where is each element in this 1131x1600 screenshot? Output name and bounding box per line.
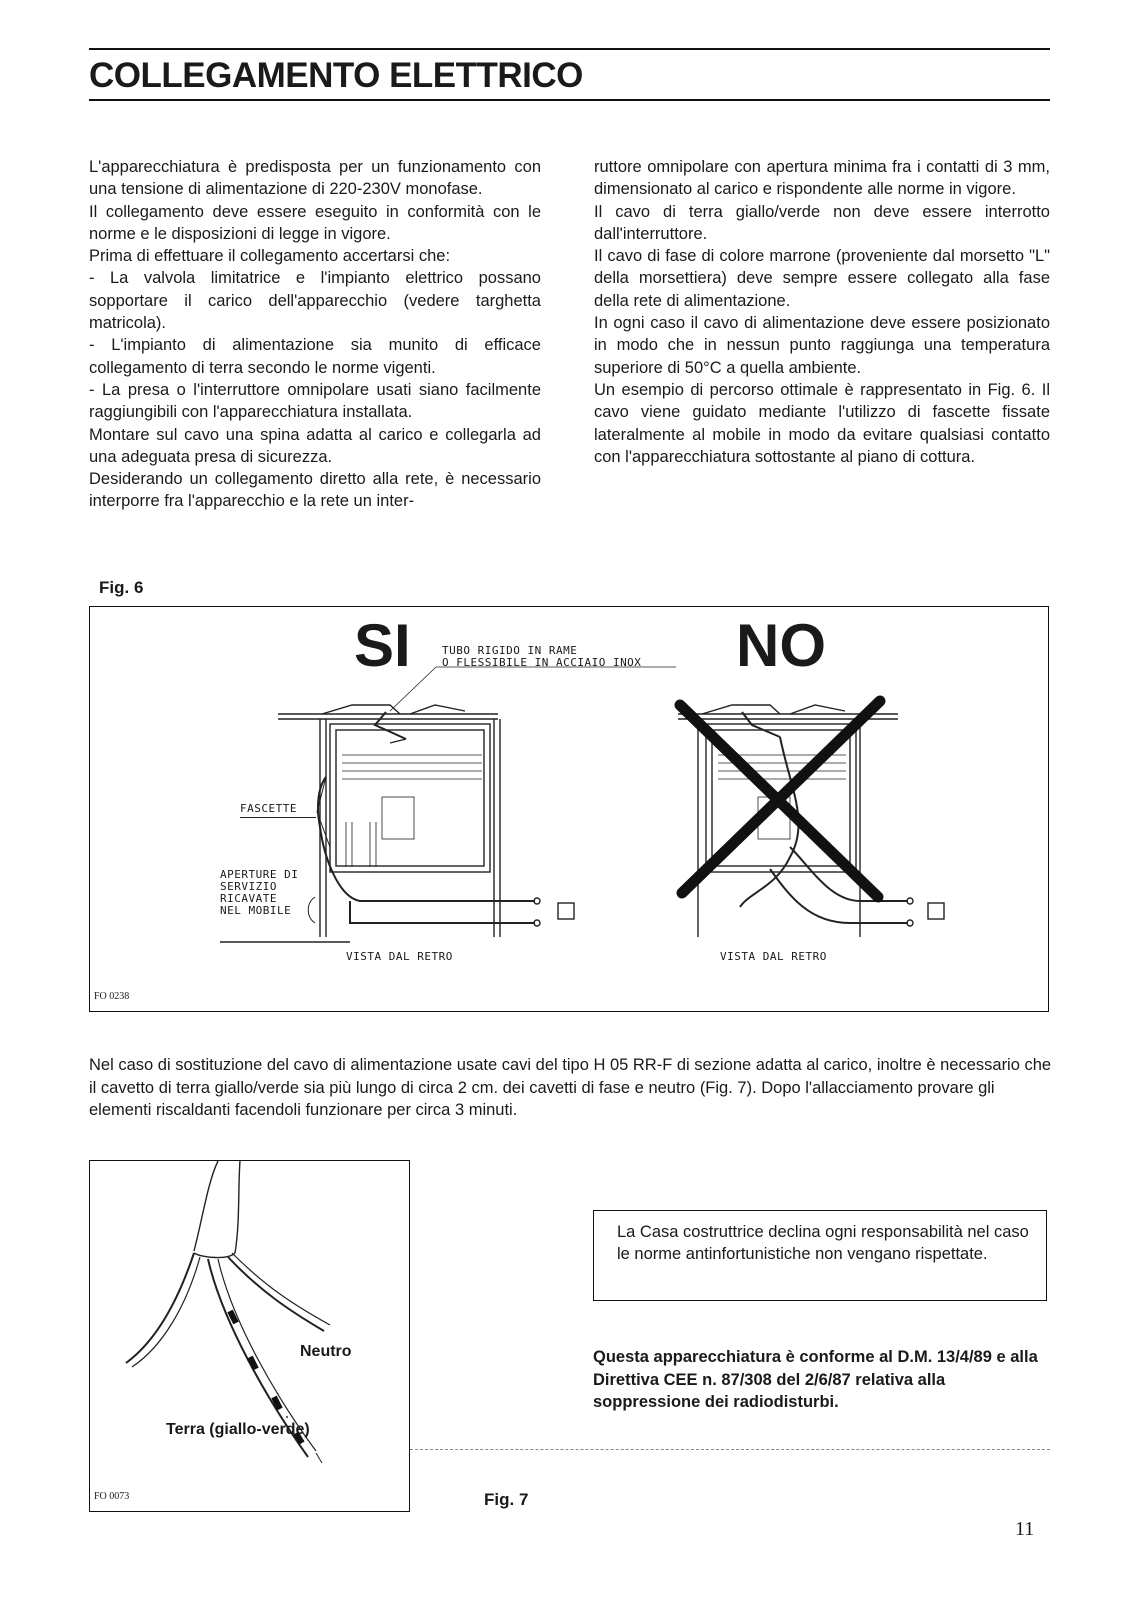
fig6-code: FO 0238 (94, 991, 130, 1002)
fig7-label: Fig. 7 (484, 1490, 529, 1509)
fig6-openings-label (220, 869, 298, 917)
fig7-dashed-rule (410, 1449, 1050, 1450)
left-paragraph: Montare sul cavo una spina adatta al carico e collegarla ad una adeguata presa di sicurezza. (89, 425, 541, 466)
openings-line: APERTURE DI (220, 868, 299, 881)
page-title: COLLEGAMENTO ELETTRICO (89, 56, 583, 95)
right-text-column (594, 156, 1050, 468)
clips-underline (240, 817, 316, 818)
left-paragraph: L'apparecchiatura è predisposta per un funzionamento con una tensione di alimentazione di 220-230V monofase. (89, 158, 541, 199)
fig6-yes-label: SI (354, 612, 411, 679)
fig7-cable-drawing (90, 1161, 411, 1513)
right-paragraph: ruttore omnipolare con apertura minima fra i contatti di 3 mm, dimensionato al carico e rispondente alle norme in vigore. (594, 158, 1050, 199)
figure-7 (89, 1160, 410, 1512)
fig6-no-label: NO (736, 612, 826, 679)
left-paragraph: Prima di effettuare il collegamento accertarsi che: (89, 247, 451, 266)
right-paragraph: In ogni caso il cavo di alimentazione deve essere posizionato in modo che in nessun punto raggiunga una temperatura superiore di 50°C a quella ambiente. (594, 314, 1050, 377)
conformity-statement: Questa apparecchiatura è conforme al D.M. 13/4/89 e alla Direttiva CEE n. 87/308 del 2/6/87 relativa alla soppressione dei radiodisturbi. (593, 1348, 1038, 1411)
pipe-note-line: O FLESSIBILE IN ACCIAIO INOX (442, 656, 642, 669)
figure-6 (89, 606, 1049, 1012)
left-paragraph: - L'impianto di alimentazione sia munito di efficace collegamento di terra secondo le norme vigenti. (89, 336, 541, 377)
fig6-rear-view-left: VISTA DAL RETRO (346, 950, 453, 963)
neutral-label: Neutro (300, 1343, 352, 1360)
fig6-pipe-note (442, 645, 641, 669)
liability-notice-box: La Casa costruttrice declina ogni responsabilità nel caso le norme antinfortunistiche non vengano rispettate. (593, 1210, 1047, 1301)
earth-label: Terra (giallo-verde) (166, 1421, 310, 1438)
left-paragraph: Desiderando un collegamento diretto alla rete, è necessario interporre fra l'apparecchio e la rete un inter- (89, 470, 541, 511)
openings-line: RICAVATE (220, 892, 277, 905)
fig7-code: FO 0073 (94, 1491, 130, 1502)
right-paragraph: Il cavo di terra giallo/verde non deve essere interrotto dall'interruttore. (594, 202, 1050, 243)
header-bottom-rule (89, 99, 1050, 101)
header-top-rule (89, 48, 1050, 50)
right-paragraph: Il cavo di fase di colore marrone (proveniente dal morsetto "L" della morsettiera) deve sempre essere collegato alla fase della rete di alimentazione. (594, 247, 1050, 310)
pipe-note-line: TUBO RIGIDO IN RAME (442, 644, 578, 657)
fig6-rear-view-right: VISTA DAL RETRO (720, 950, 827, 963)
openings-line: SERVIZIO (220, 880, 277, 893)
cable-replacement-paragraph: Nel caso di sostituzione del cavo di alimentazione usate cavi del tipo H 05 RR-F di sezione adatta al carico, inoltre è necessario che il cavetto di terra giallo/verde sia più lungo di circa 2 cm. dei cavetti di fase e neutro (Fig. 7). Dopo l'allacciamento provare gli elementi riscaldanti facendoli funzionare per circa 3 minuti. (89, 1056, 1052, 1119)
left-text-column (89, 156, 541, 513)
left-paragraph: Il collegamento deve essere eseguito in conformità con le norme e le disposizioni di legge in vigore. (89, 202, 541, 243)
fig6-clips-label: FASCETTE (240, 802, 297, 815)
page-number: 11 (1015, 1518, 1035, 1540)
fig6-label: Fig. 6 (99, 578, 144, 597)
openings-line: NEL MOBILE (220, 904, 292, 917)
right-paragraph: Un esempio di percorso ottimale è rappresentato in Fig. 6. Il cavo viene guidato mediante l'utilizzo di fascette fissate lateralmente al mobile in modo da evitare qualsiasi contatto con l'apparecchiatura sottostante al piano di cottura. (594, 380, 1050, 466)
left-paragraph: - La valvola limitatrice e l'impianto elettrico possano sopportare il carico dell'apparecchio (vedere targhetta matricola). (89, 269, 541, 333)
left-paragraph: - La presa o l'interruttore omnipolare usati siano facilmente raggiungibili con l'apparecchiatura installata. (89, 380, 541, 422)
